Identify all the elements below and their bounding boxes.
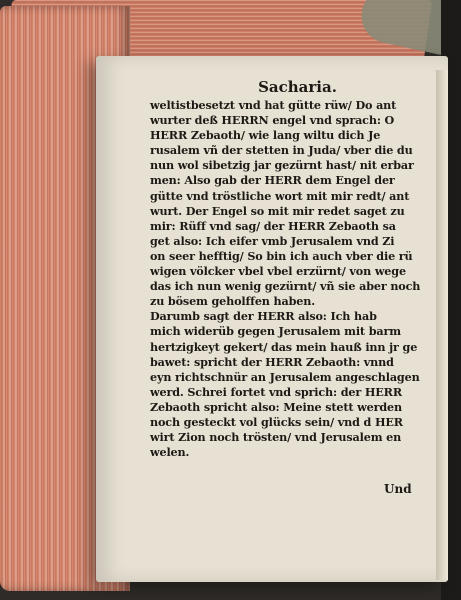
text-line: werd. Schrei fortet vnd sprich: der HERR [150,384,402,399]
text-line: nun wol sibetzig jar gezürnt hast/ nit erbar [150,158,414,173]
text-line: hertzigkeyt gekert/ das mein hauß inn jr ge [150,339,418,354]
text-line: eyn richtschnür an Jerusalem angeschlagen [150,369,420,384]
text-line: get also: Ich eifer vmb Jerusalem vnd Zi [150,233,395,248]
text-line: wurt. Der Engel so mit mir redet saget zu [150,203,405,218]
page-text-block [150,78,445,460]
text-line: wirt Zion noch trösten/ vnd Jerusalem en [150,430,402,445]
text-line: on seer hefftig/ So bin ich auch vber die rü [150,248,413,263]
text-line: mich widerüb gegen Jerusalem mit barm [150,324,401,339]
text-line: rusalem vñ der stetten in Juda/ vber die du [150,143,413,158]
text-line: wurter deß HERRN engel vnd sprach: O [150,113,395,128]
text-line: wigen völcker vbel vbel erzürnt/ von wege [150,264,406,279]
text-line: das ich nun wenig gezürnt/ vñ sie aber noch [150,279,421,294]
text-line: men: Also gab der HERR dem Engel der [150,173,395,188]
text-line: Darumb sagt der HERR also: Ich hab [150,309,377,324]
text-line: HERR Zebaoth/ wie lang wiltu dich Je [150,128,381,143]
text-line: zu bösem geholffen haben. [150,294,315,309]
text-line: weltistbesetzt vnd hat gütte rüw/ Do ant [150,98,397,112]
text-line: mir: Rüff vnd sag/ der HERR Zebaoth sa [150,218,396,233]
text-line: bawet: spricht der HERR Zebaoth: vnnd [150,354,394,369]
text-line: Zebaoth spricht also: Meine stett werden [150,399,403,414]
text-line: gütte vnd tröstliche wort mit mir redt/ ant [150,188,410,203]
running-heading: Sacharia. [258,78,337,96]
text-line: welen. [150,445,190,460]
catchword: Und [384,482,412,496]
text-line: noch gesteckt vol glücks sein/ vnd d HER [150,414,403,429]
